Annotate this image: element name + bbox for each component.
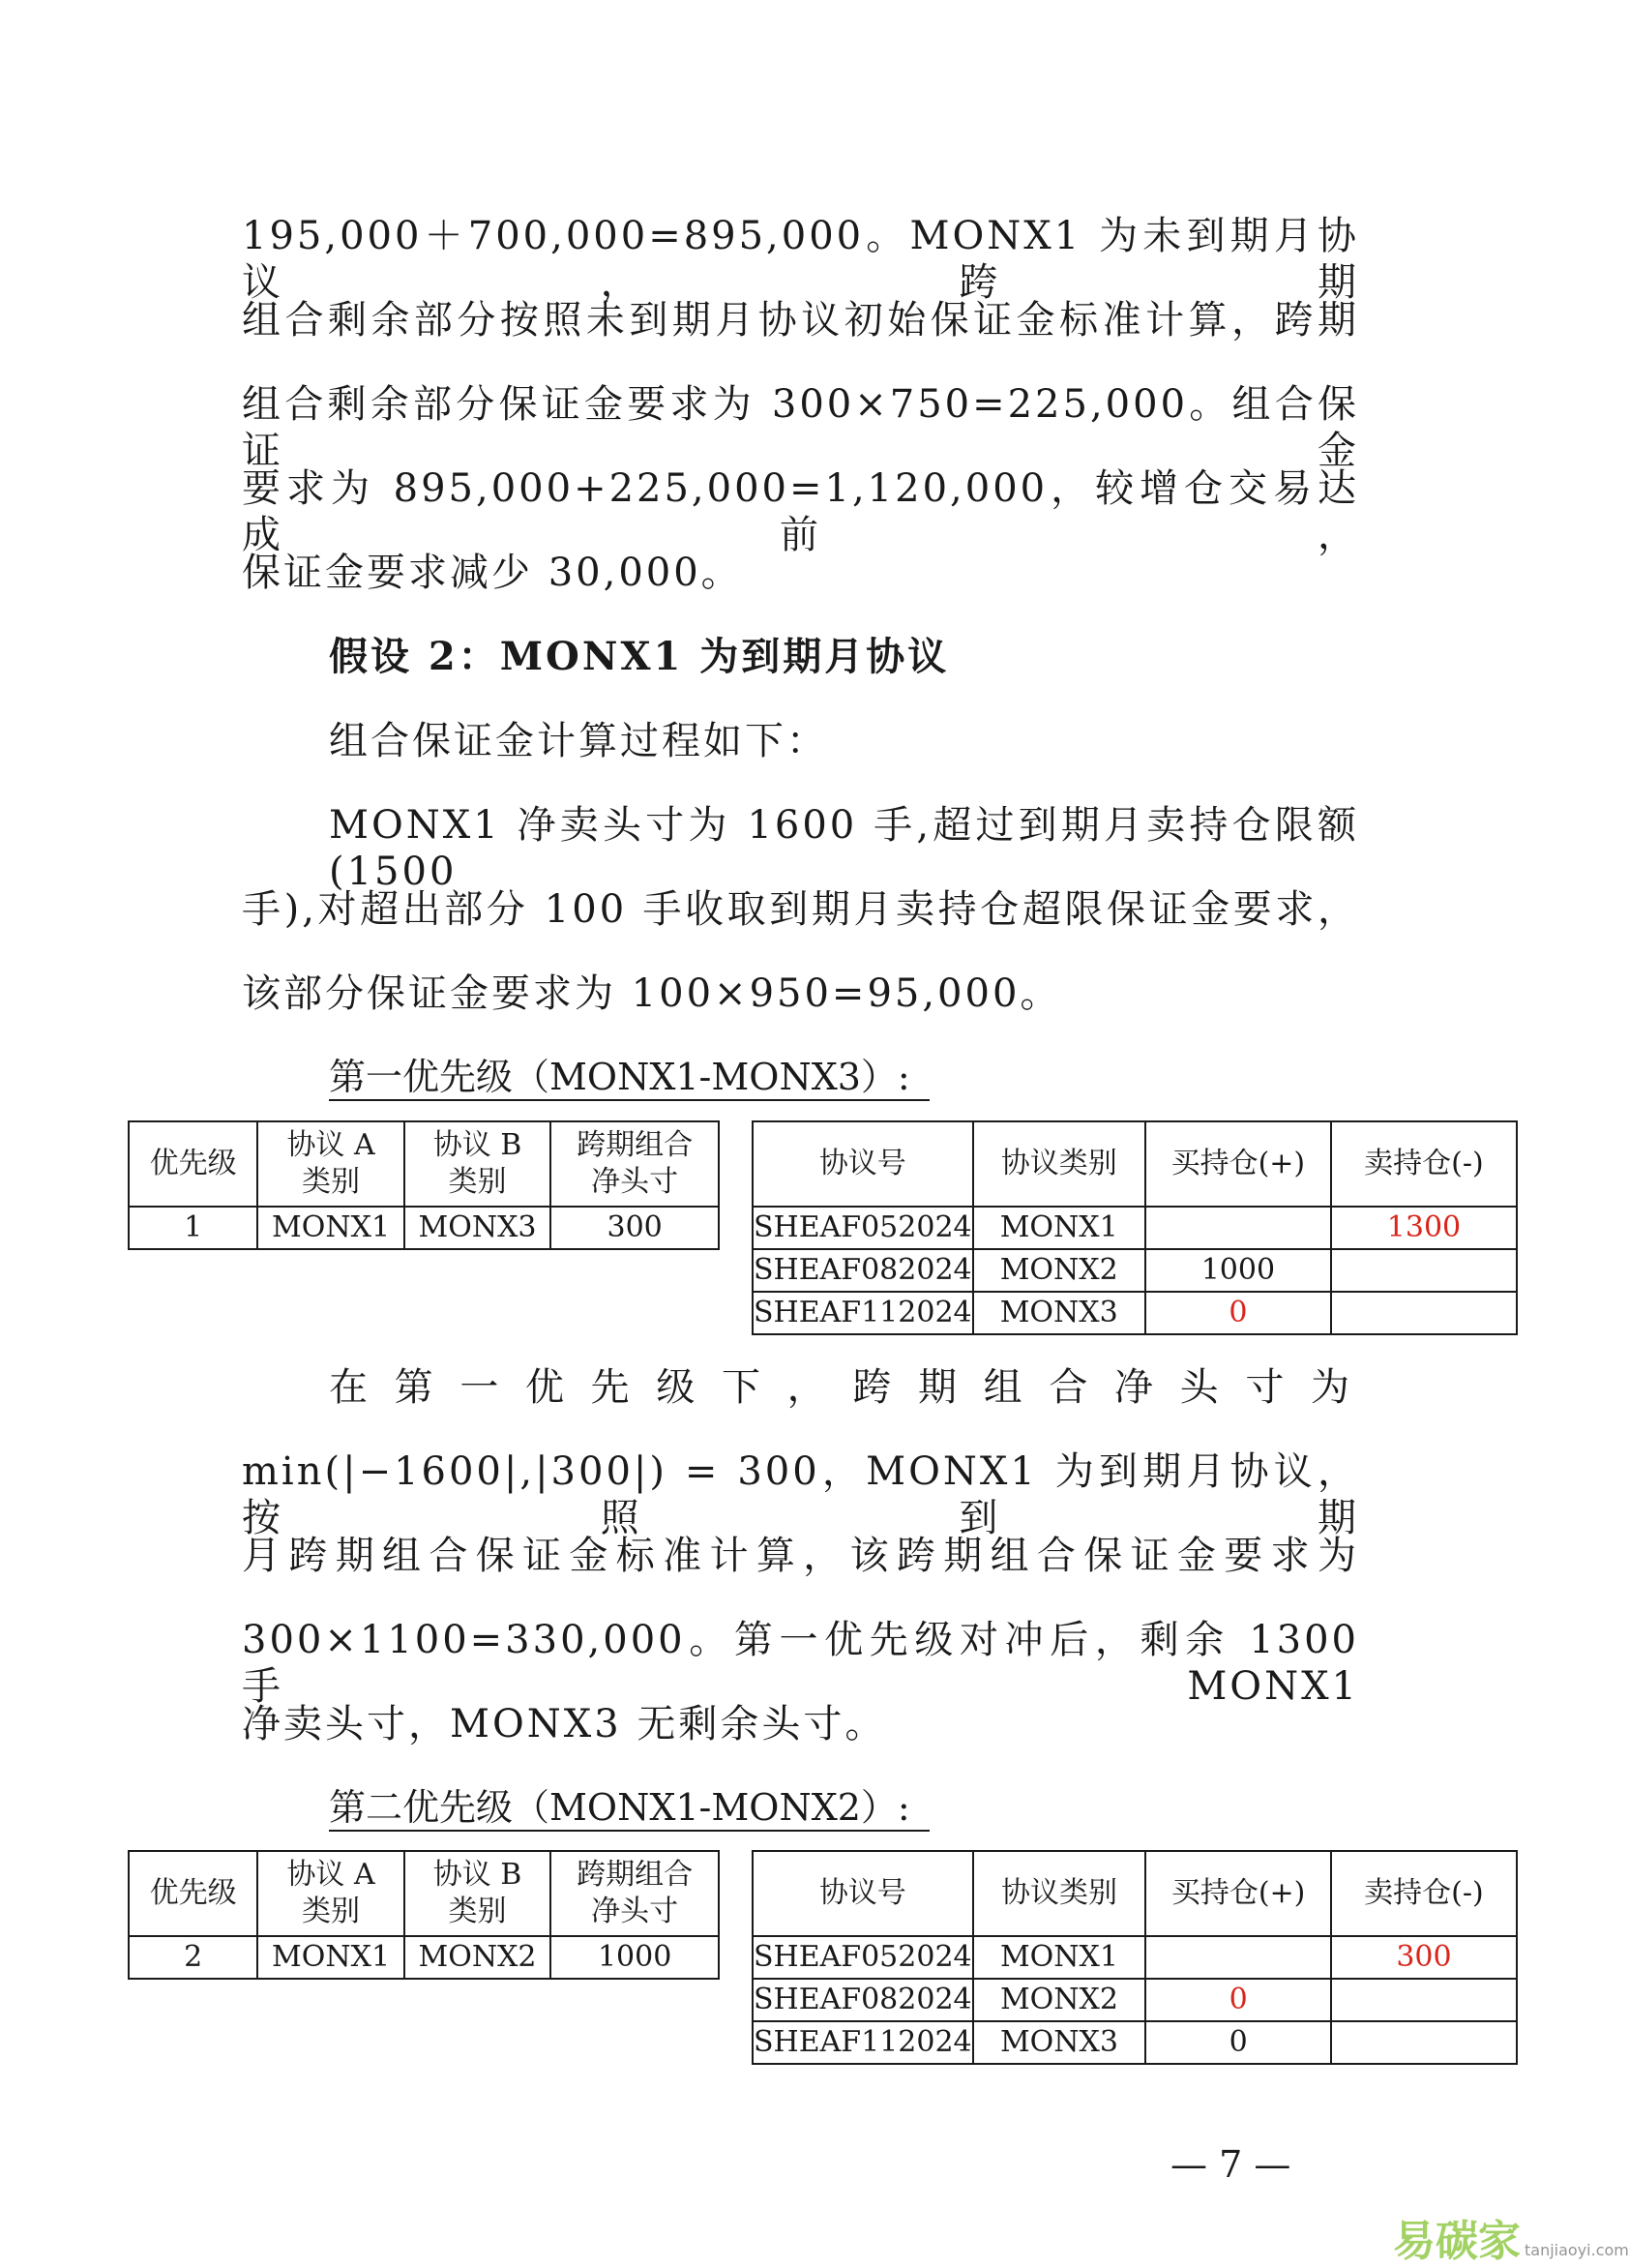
text-line: 195,000＋700,000=895,000。MONX1 为未到期月协议，跨期 [242, 214, 1359, 305]
text-line: 要求为 895,000+225,000=1,120,000，较增仓交易达成前， [242, 466, 1359, 557]
watermark-logo [1393, 2206, 1629, 2268]
table-cell: MONX2 [973, 1249, 1145, 1292]
header-cell: 协议号 [753, 1121, 973, 1207]
table-cell [1331, 2021, 1517, 2064]
text-line: 该部分保证金要求为 100×950=95,000。 [242, 971, 1062, 1016]
header-cell: 跨期组合 净头寸 [550, 1121, 719, 1207]
table-cell: MONX3 [973, 1292, 1145, 1334]
table-cell: 0 [1145, 1979, 1331, 2021]
priority-table-1 [128, 1120, 720, 1250]
header-cell: 买持仓(+) [1145, 1121, 1331, 1207]
text-line: 组合剩余部分按照未到期月协议初始保证金标准计算，跨期 [242, 298, 1359, 343]
table-row [753, 1207, 1517, 1249]
text-line: 保证金要求减少 30,000。 [242, 551, 743, 595]
table-cell: 300 [1331, 1936, 1517, 1979]
table-cell: 0 [1145, 1292, 1331, 1334]
table-row [129, 1207, 719, 1249]
table-cell [1331, 1292, 1517, 1334]
text-line: min(|−1600|,|300|) = 300，MONX1 为到期月协议，按照到期 [242, 1449, 1359, 1540]
table-cell: 300 [550, 1207, 719, 1249]
table-cell: MONX2 [973, 1979, 1146, 2021]
table-header-row [129, 1851, 719, 1936]
section-heading: 假设 2：MONX1 为到期月协议 [329, 634, 950, 679]
page-number: — 7 — [1170, 2143, 1291, 2186]
table-row [753, 1936, 1517, 1979]
header-cell: 协议类别 [973, 1851, 1146, 1936]
table-cell: SHEAF052024 [753, 1936, 973, 1979]
intro-line: 组合保证金计算过程如下： [329, 719, 828, 763]
header-cell: 协议 B 类别 [404, 1851, 550, 1936]
table-cell: 1 [129, 1207, 257, 1249]
table-cell: MONX1 [973, 1936, 1146, 1979]
table-cell: 1000 [1145, 1249, 1331, 1292]
header-cell: 协议 A 类别 [257, 1851, 403, 1936]
position-table-1 [752, 1120, 1518, 1335]
table-caption: 第二优先级（MONX1-MONX2）: [329, 1785, 930, 1832]
table-cell [1331, 1249, 1517, 1292]
header-cell: 协议 B 类别 [404, 1121, 550, 1207]
header-cell: 买持仓(+) [1145, 1851, 1331, 1936]
table-cell [1145, 1207, 1331, 1249]
table-cell: SHEAF082024 [753, 1979, 973, 2021]
table-header-row [753, 1121, 1517, 1207]
header-cell: 跨期组合 净头寸 [550, 1851, 719, 1936]
table-caption: 第一优先级（MONX1-MONX3）: [329, 1055, 930, 1101]
table-cell [1331, 1979, 1517, 2021]
table-header-row [129, 1121, 719, 1207]
table-row [753, 2021, 1517, 2064]
header-cell: 协议 A 类别 [257, 1121, 403, 1207]
text-line: 净卖头寸，MONX3 无剩余头寸。 [242, 1702, 887, 1746]
table-cell: MONX1 [973, 1207, 1145, 1249]
watermark-brand: 易碳家 [1393, 2217, 1521, 2266]
table-cell: MONX1 [257, 1207, 403, 1249]
table-header-row [753, 1851, 1517, 1936]
table-cell: SHEAF112024 [753, 1292, 973, 1334]
text-line: MONX1 净卖头寸为 1600 手,超过到期月卖持仓限额(1500 [329, 803, 1359, 894]
table-row [753, 1249, 1517, 1292]
table-row [129, 1936, 719, 1979]
table-row [753, 1292, 1517, 1334]
header-cell: 优先级 [129, 1851, 257, 1936]
text-line: 在第一优先级下，跨期组合净头寸为 [329, 1365, 1359, 1410]
table-cell: 1300 [1331, 1207, 1517, 1249]
header-cell: 卖持仓(-) [1331, 1851, 1517, 1936]
text-line: 月跨期组合保证金标准计算，该跨期组合保证金要求为 [242, 1534, 1359, 1578]
table-cell: MONX2 [404, 1936, 550, 1979]
table-row [753, 1979, 1517, 2021]
priority-table-2 [128, 1850, 720, 1980]
watermark-domain: tanjiaoyi.com [1525, 2241, 1629, 2259]
table-cell: MONX3 [973, 2021, 1146, 2064]
table-cell: SHEAF052024 [753, 1207, 973, 1249]
text-line: 组合剩余部分保证金要求为 300×750=225,000。组合保证金 [242, 382, 1359, 473]
text-line: 手),对超出部分 100 手收取到期月卖持仓超限保证金要求， [242, 887, 1359, 932]
text-line: 300×1100=330,000。第一优先级对冲后，剩余 1300 手 MONX1 [242, 1618, 1359, 1709]
header-cell: 协议类别 [973, 1121, 1145, 1207]
table-cell: 2 [129, 1936, 257, 1979]
table-cell: 0 [1145, 2021, 1331, 2064]
table-cell: SHEAF112024 [753, 2021, 973, 2064]
table-cell: MONX1 [257, 1936, 403, 1979]
table-cell: MONX3 [404, 1207, 550, 1249]
table-cell: SHEAF082024 [753, 1249, 973, 1292]
header-cell: 优先级 [129, 1121, 257, 1207]
header-cell: 卖持仓(-) [1331, 1121, 1517, 1207]
table-cell [1145, 1936, 1331, 1979]
table-cell: 1000 [550, 1936, 719, 1979]
position-table-2 [752, 1850, 1518, 2065]
header-cell: 协议号 [753, 1851, 973, 1936]
